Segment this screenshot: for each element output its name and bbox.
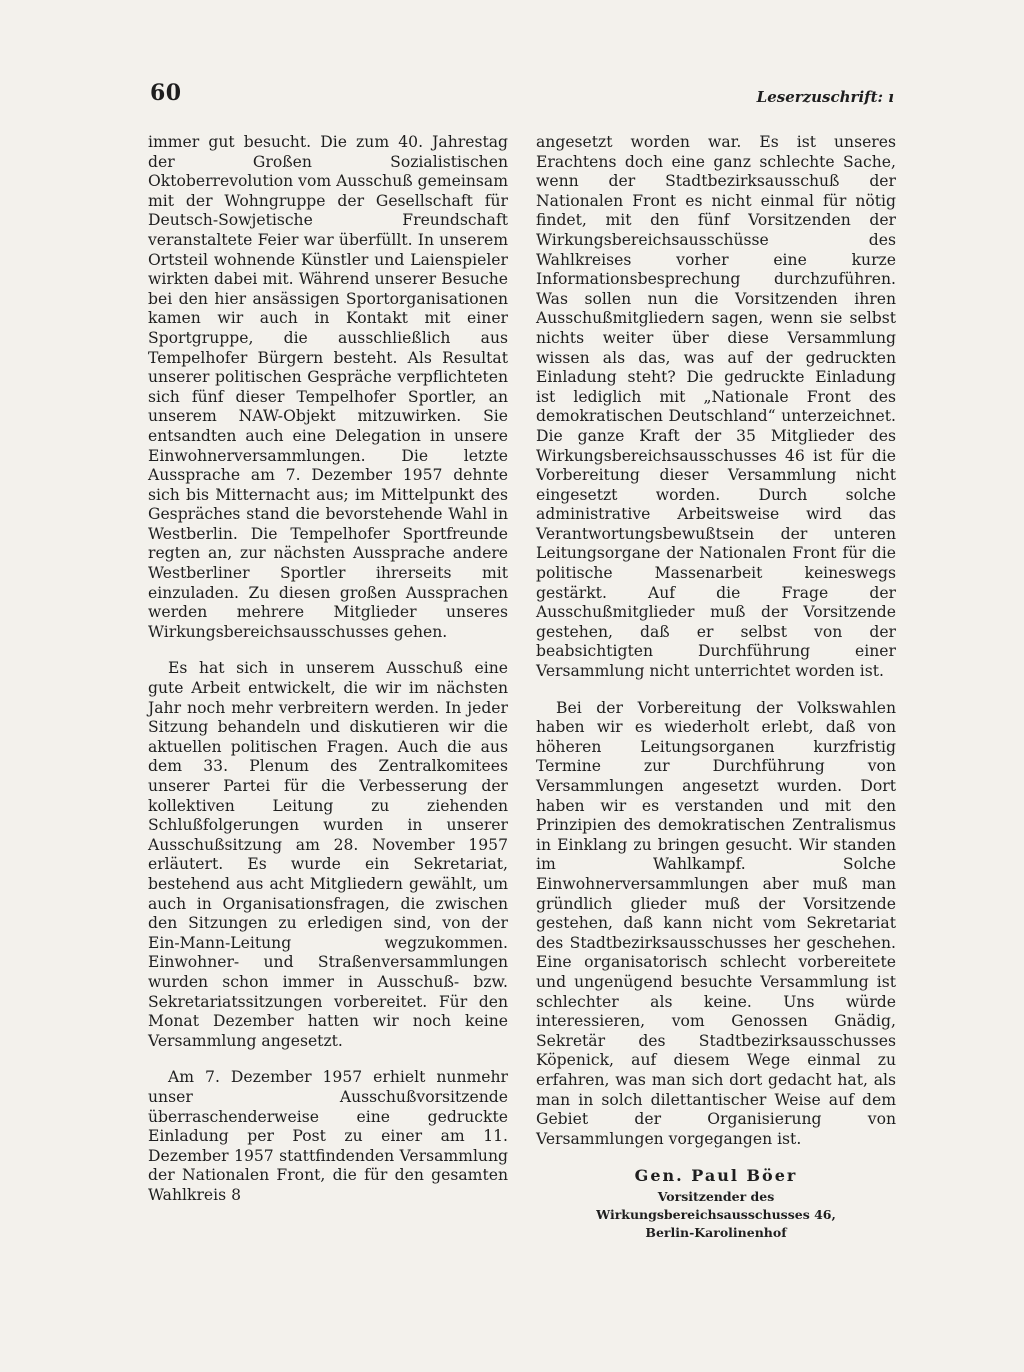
signature-block bbox=[536, 1166, 896, 1242]
paragraph: immer gut besucht. Die zum 40. Jahrestag der Großen Sozialistischen Oktoberrevolution vom Ausschuß gemeinsam mit der Wohngruppe der Gesellschaft für Deutsch-Sowjetische Freundschaft veranstaltete Feier war überfüllt. In unserem Ortsteil wohnende Künstler und Laienspieler wirkten dabei mit. Während unserer Besuche bei den hier ansässigen Sportorganisationen kamen wir auch in Kontakt mit einer Sportgruppe, die ausschließlich aus Tempelhofer Bürgern besteht. Als Resultat unserer politischen Gespräche verpflichteten sich fünf dieser Tempelhofer Sportler, an unserem NAW-Objekt mitzuwirken. Sie entsandten auch eine Delegation in unsere Einwohnerversammlungen. Die letzte Aussprache am 7. Dezember 1957 dehnte sich bis Mitternacht aus; im Mittelpunkt des Gespräches stand die bevorstehende Wahl in Westberlin. Die Tempelhofer Sportfreunde regten an, zur nächsten Aussprache andere Westberliner Sportler ihrerseits mit einzuladen. Zu diesen großen Aussprachen werden mehrere Mitglieder unseres Wirkungsbereichsausschusses gehen. bbox=[148, 133, 508, 641]
page-number: 60 bbox=[150, 80, 182, 106]
signature-committee: Wirkungsbereichsausschusses 46, bbox=[596, 1206, 836, 1222]
signature-title: Vorsitzender des bbox=[657, 1188, 775, 1204]
signature-name: Gen. Paul Böer bbox=[634, 1166, 798, 1186]
running-head: Leserzuschrift: ı bbox=[756, 88, 894, 106]
paragraph: angesetzt worden war. Es ist unseres Erachtens doch eine ganz schlechte Sache, wenn der Stadtbezirksausschuß der Nationalen Front es nicht einmal für nötig findet, mit den fünf Vorsitzenden der Wirkungsbereichsausschüsse des Wahlkreises vorher eine kurze Informationsbesprechung durchzuführen. Was sollen nun die Vorsitzenden ihren Ausschußmitgliedern sagen, wenn sie selbst nichts weiter über diese Versammlung wissen als das, was auf der gedruckten Einladung steht? Die gedruckte Einladung ist lediglich mit „Nationale Front des demokratischen Deutschland“ unterzeichnet. Die ganze Kraft der 35 Mitglieder des Wirkungsbereichsausschusses 46 ist für die Vorbereitung dieser Versammlung nicht eingesetzt worden. Durch solche administrative Arbeitsweise wird das Verantwortungsbewußtsein der unteren Leitungsorgane der Nationalen Front für die politische Massenarbeit keineswegs gestärkt. Auf die Frage der Ausschußmitglieder muß der Vorsitzende gestehen, daß er selbst von der beabsichtigten Durchführung einer Versammlung nicht unterrichtet worden ist. bbox=[536, 133, 896, 681]
paragraph: Bei der Vorbereitung der Volkswahlen haben wir es wiederholt erlebt, daß von höheren Leitungsorganen kurzfristig Termine zur Durchführung von Versammlungen angesetzt wurden. Dort haben wir es verstanden und mit den Prinzipien des demokratischen Zentralismus in Einklang zu bringen gesucht. Wir standen im Wahlkampf. Solche Einwohnerversammlungen aber muß man gründlich glieder muß der Vorsitzende gestehen, daß kann nicht vom Sekretariat des Stadtbezirksausschusses her geschehen. Eine organisatorisch schlecht vorbereitete und ungenügend besuchte Versammlung ist schlechter als keine. Uns würde interessieren, vom Genossen Gnädig, Sekretär des Stadtbezirksausschusses Köpenick, auf diesem Wege einmal zu erfahren, was man sich dort gedacht hat, als man in solch dilettantischer Weise auf dem Gebiet der Organisierung von Versammlungen vorgegangen ist. bbox=[536, 698, 896, 1148]
signature-location: Berlin-Karolinenhof bbox=[645, 1224, 787, 1240]
paragraph: Am 7. Dezember 1957 erhielt nunmehr unser Ausschußvorsitzende überraschenderweise eine gedruckte Einladung per Post zu einer am 11. Dezember 1957 stattfindenden Versammlung der Nationalen Front, die für den gesamten Wahlkreis 8 bbox=[148, 1068, 508, 1204]
right-column bbox=[536, 133, 896, 1242]
left-column bbox=[148, 133, 508, 1205]
paragraph: Es hat sich in unserem Ausschuß eine gute Arbeit entwickelt, die wir im nächsten Jahr noch mehr verbreitern werden. In jeder Sitzung behandeln und diskutieren wir die aktuellen politischen Fragen. Auch die aus dem 33. Plenum des Zentralkomitees unserer Partei für die Verbesserung der kollektiven Leitung zu ziehenden Schlußfolgerungen wurden in unserer Ausschußsitzung am 28. November 1957 erläutert. Es wurde ein Sekretariat, bestehend aus acht Mitgliedern gewählt, um auch in Organisationsfragen, die zwischen den Sitzungen zu erledigen sind, von der Ein-Mann-Leitung wegzukommen. Einwohner- und Straßenversammlungen wurden schon immer in Ausschuß- bzw. Sekretariatssitzungen vorbereitet. Für den Monat Dezember hatten wir noch keine Versammlung angesetzt. bbox=[148, 659, 508, 1050]
